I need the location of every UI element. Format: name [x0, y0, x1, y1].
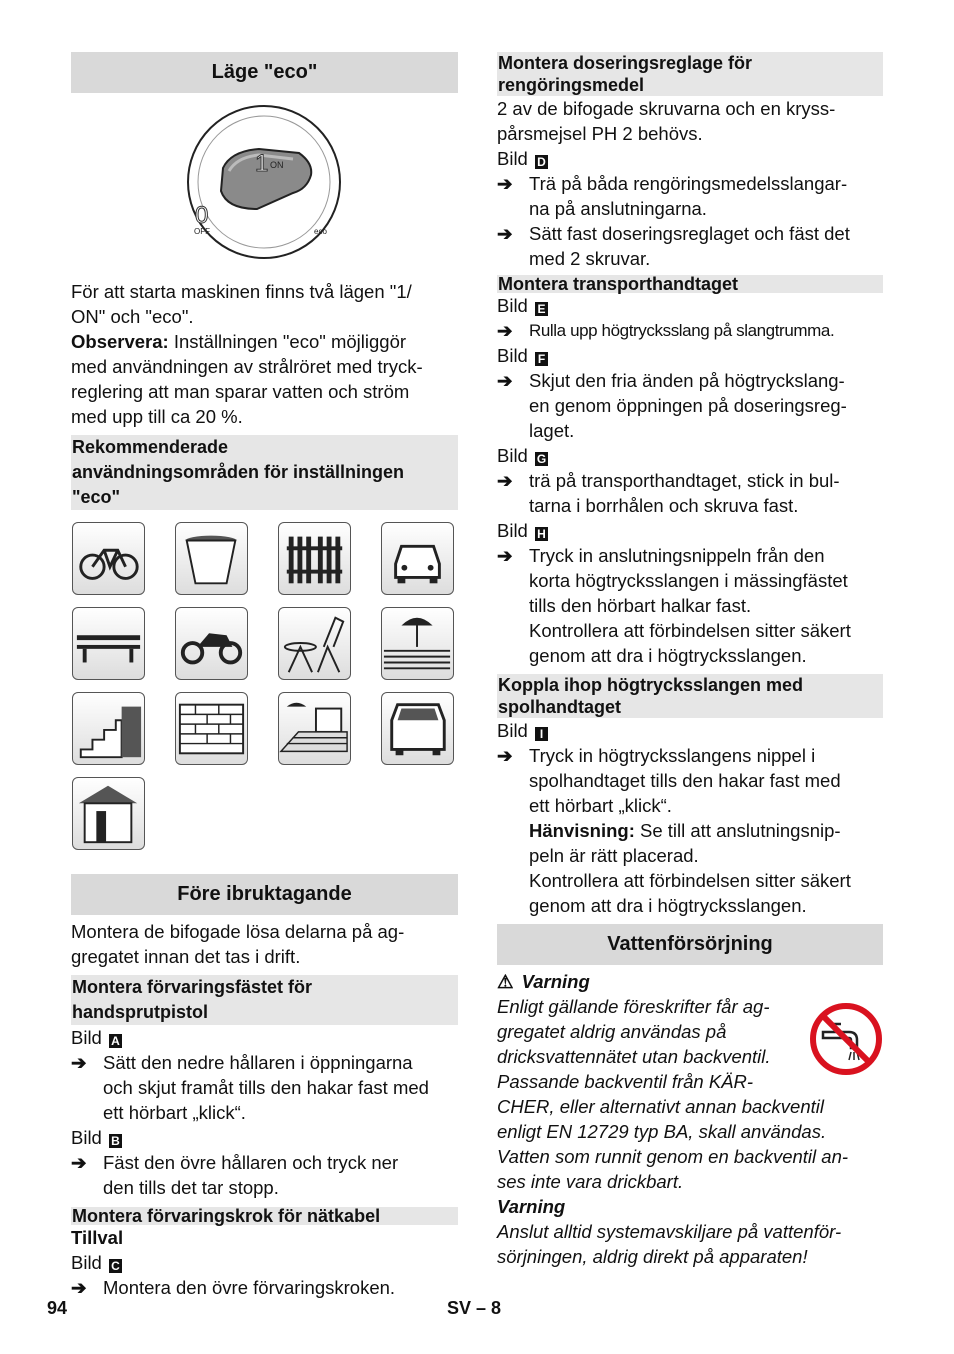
arrow-right-icon: ➔ — [71, 1152, 87, 1173]
intro-line: För att starta maskinen finns två lägen "1/ — [71, 281, 412, 302]
intro-line: ON" och "eco". — [71, 306, 194, 327]
eco-mode-heading: Läge "eco" — [71, 52, 458, 93]
warning-line: Enligt gällande föreskrifter får ag- — [497, 996, 770, 1017]
heading-line: Koppla ihop högtrycksslangen med — [498, 675, 804, 695]
no-drinking-water-icon — [809, 1002, 883, 1076]
step-item — [497, 318, 883, 343]
before-use-heading: Före ibruktagande — [71, 874, 458, 915]
step-line: korta högtrycksslangen i mässingfästet — [529, 570, 848, 591]
note-paragraph — [71, 329, 458, 354]
car-icon — [381, 522, 454, 595]
heading-line: Montera doseringsreglage för — [498, 53, 753, 73]
step-line: na på anslutningarna. — [529, 198, 707, 219]
figure-letter-c: C — [109, 1259, 122, 1273]
knob-on-label: ON — [270, 160, 284, 170]
optional-label: Tillval — [71, 1227, 124, 1248]
warning-title: Varning — [497, 1196, 566, 1217]
step-line: trä på transporthandtaget, stick in bul- — [529, 470, 840, 491]
figure-letter-h: H — [535, 527, 548, 541]
figure-label: Bild — [497, 445, 528, 466]
warning-title — [497, 969, 883, 994]
step-line: Sätt fast doseringsreglaget och fäst det — [529, 223, 850, 244]
step-line: Tryck in högtrycksslangens nippel i — [529, 745, 816, 766]
figure-label: Bild — [497, 295, 528, 316]
warning-line: gregatet aldrig användas på — [497, 1021, 727, 1042]
terrace-umbrella-icon — [381, 607, 454, 680]
warning-line: Anslut alltid systemavskiljare på vattenför- — [497, 1221, 842, 1242]
arrow-right-icon: ➔ — [497, 223, 513, 244]
arrow-right-icon: ➔ — [497, 173, 513, 194]
note-line: med användningen av strålröret med tryck- — [71, 356, 423, 377]
heading-line: Montera förvaringsfästet för — [72, 977, 313, 997]
figure-letter-i: I — [535, 727, 548, 741]
figure-letter-d: D — [535, 155, 548, 169]
note-line: reglering att man sparar vatten och ström — [71, 381, 410, 402]
warning-label: Varning — [521, 971, 590, 992]
step-item — [71, 1150, 458, 1200]
step-item — [497, 743, 883, 918]
figure-ref — [497, 293, 883, 318]
eco-applications-grid — [72, 522, 458, 850]
step-line: Montera den övre förvaringskroken. — [103, 1277, 396, 1298]
step-line: Kontrollera att förbindelsen sitter säkert — [529, 620, 851, 641]
step-line: genom att dra i högtrycksslangen. — [529, 645, 807, 666]
bench-icon — [72, 607, 145, 680]
step-item — [497, 468, 883, 518]
figure-label: Bild — [497, 148, 528, 169]
brick-wall-icon — [175, 692, 248, 765]
step-item — [71, 1050, 458, 1125]
flower-pot-icon — [175, 522, 248, 595]
garden-furniture-icon — [278, 607, 351, 680]
before-line: gregatet innan det tas i drift. — [71, 946, 301, 967]
step-line: Fäst den övre hållaren och tryck ner — [103, 1152, 399, 1173]
heading-line: handsprutpistol — [72, 1002, 208, 1022]
before-line: Montera de bifogade lösa delarna på ag- — [71, 921, 405, 942]
dosing-heading — [497, 52, 883, 96]
step-item — [497, 543, 883, 668]
recommended-heading — [71, 435, 458, 510]
figure-label: Bild — [71, 1027, 102, 1048]
figure-label: Bild — [497, 520, 528, 541]
warning-line: CHER, eller alternativt annan backventil — [497, 1096, 824, 1117]
hint-line — [529, 818, 883, 843]
bicycle-icon — [72, 522, 145, 595]
knob-on-number: 1 — [255, 150, 269, 177]
figure-ref — [497, 343, 883, 368]
figure-ref — [71, 1125, 458, 1150]
figure-letter-a: A — [109, 1034, 122, 1048]
warning-text — [497, 1219, 883, 1269]
step-line: tills den hörbart halkar fast. — [529, 595, 752, 616]
right-column — [497, 52, 883, 1269]
figure-ref — [497, 518, 883, 543]
figure-letter-b: B — [109, 1134, 122, 1148]
step-item — [497, 221, 883, 271]
step-line: Tryck in anslutningsnippeln från den — [529, 545, 825, 566]
figure-ref — [497, 146, 883, 171]
left-column — [71, 52, 458, 1300]
cable-hook-heading: Montera förvaringskrok för nätkabel — [71, 1207, 458, 1225]
figure-letter-e: E — [535, 302, 548, 316]
arrow-right-icon: ➔ — [497, 545, 513, 566]
hint-label: Hänvisning: — [529, 820, 635, 841]
step-line: Rulla upp högtrycksslang på slangtrumma. — [529, 321, 835, 340]
arrow-right-icon: ➔ — [71, 1052, 87, 1073]
heading-line: Rekommenderade — [72, 437, 229, 457]
step-line: spolhandtaget tills den hakar fast med — [529, 770, 841, 791]
gun-holder-heading — [71, 975, 458, 1025]
step-line: ett hörbart „klick“. — [103, 1102, 246, 1123]
dosing-line: pårsmejsel PH 2 behövs. — [497, 123, 703, 144]
step-line: Trä på båda rengöringsmedelsslangar- — [529, 173, 848, 194]
step-line: tarna i borrhålen och skruva fast. — [529, 495, 799, 516]
step-line: och skjut framåt tills den hakar fast med — [103, 1077, 429, 1098]
warning-triangle-icon: ⚠ — [497, 971, 514, 992]
arrow-right-icon: ➔ — [71, 1277, 87, 1298]
figure-ref — [71, 1250, 458, 1275]
motorcycle-icon — [175, 607, 248, 680]
figure-letter-g: G — [536, 452, 547, 466]
eco-knob-illustration — [71, 93, 458, 267]
warning-line: ses inte vara drickbart. — [497, 1171, 684, 1192]
arrow-right-icon: ➔ — [497, 470, 513, 491]
step-item — [497, 368, 883, 443]
knob-off-label: OFF — [194, 227, 210, 236]
figure-label: Bild — [497, 720, 528, 741]
figure-ref — [71, 1025, 458, 1050]
transport-handle-heading: Montera transporthandtaget — [497, 275, 883, 293]
step-line: laget. — [529, 420, 575, 441]
section-label: SV – 8 — [447, 1298, 502, 1318]
dosing-line: 2 av de bifogade skruvarna och en kryss- — [497, 98, 836, 119]
step-line: Kontrollera att förbindelsen sitter säkert — [529, 870, 851, 891]
arrow-right-icon: ➔ — [497, 320, 513, 341]
connect-hose-heading — [497, 674, 883, 718]
warning-line: Vatten som runnit genom en backventil an- — [497, 1146, 849, 1167]
step-line: peln är rätt placerad. — [529, 845, 699, 866]
step-line: den tills det tar stopp. — [103, 1177, 279, 1198]
step-item — [71, 1275, 458, 1300]
figure-letter-f: F — [535, 352, 548, 366]
warning-line: Passande backventil från KÄR- — [497, 1071, 754, 1092]
knob-off-number: 0 — [195, 202, 209, 229]
garden-shed-icon — [72, 777, 145, 850]
patio-house-icon — [278, 692, 351, 765]
figure-label: Bild — [497, 345, 528, 366]
figure-ref — [497, 718, 883, 743]
step-line: ett hörbart „klick“. — [529, 795, 672, 816]
warning-line: dricksvattennätet utan backventil. — [497, 1046, 771, 1067]
warning-line: enligt EN 12729 typ BA, skall användas. — [497, 1121, 827, 1142]
heading-line: spolhandtaget — [498, 697, 622, 717]
note-line: med upp till ca 20 %. — [71, 406, 243, 427]
page-number: 94 — [47, 1298, 68, 1318]
step-line: en genom öppningen på doseringsreg- — [529, 395, 847, 416]
note-label: Observera: — [71, 331, 169, 352]
figure-ref — [497, 443, 883, 468]
heading-line: "eco" — [72, 487, 121, 507]
heading-line: användningsområden för inställningen — [72, 462, 405, 482]
van-icon — [381, 692, 454, 765]
step-line: Sätt den nedre hållaren i öppningarna — [103, 1052, 413, 1073]
hint-text: Se till att anslutningsnip- — [634, 820, 841, 841]
figure-label: Bild — [71, 1252, 102, 1273]
fence-icon — [278, 522, 351, 595]
heading-line: rengöringsmedel — [498, 75, 645, 95]
figure-label: Bild — [71, 1127, 102, 1148]
arrow-right-icon: ➔ — [497, 745, 513, 766]
arrow-right-icon: ➔ — [497, 370, 513, 391]
stone-stairs-icon — [72, 692, 145, 765]
step-line: genom att dra i högtrycksslangen. — [529, 895, 807, 916]
warning-line: sörjningen, aldrig direkt på apparaten! — [497, 1246, 808, 1267]
note-text: Inställningen "eco" möjliggör — [168, 331, 407, 352]
warning-block — [497, 969, 883, 1269]
step-line: Skjut den fria änden på högtryckslang- — [529, 370, 845, 391]
step-line: med 2 skruvar. — [529, 248, 651, 269]
step-item — [497, 171, 883, 221]
knob-eco-label: eco — [314, 227, 327, 236]
water-supply-heading: Vattenförsörjning — [497, 924, 883, 965]
knob-dial-icon — [71, 93, 458, 267]
